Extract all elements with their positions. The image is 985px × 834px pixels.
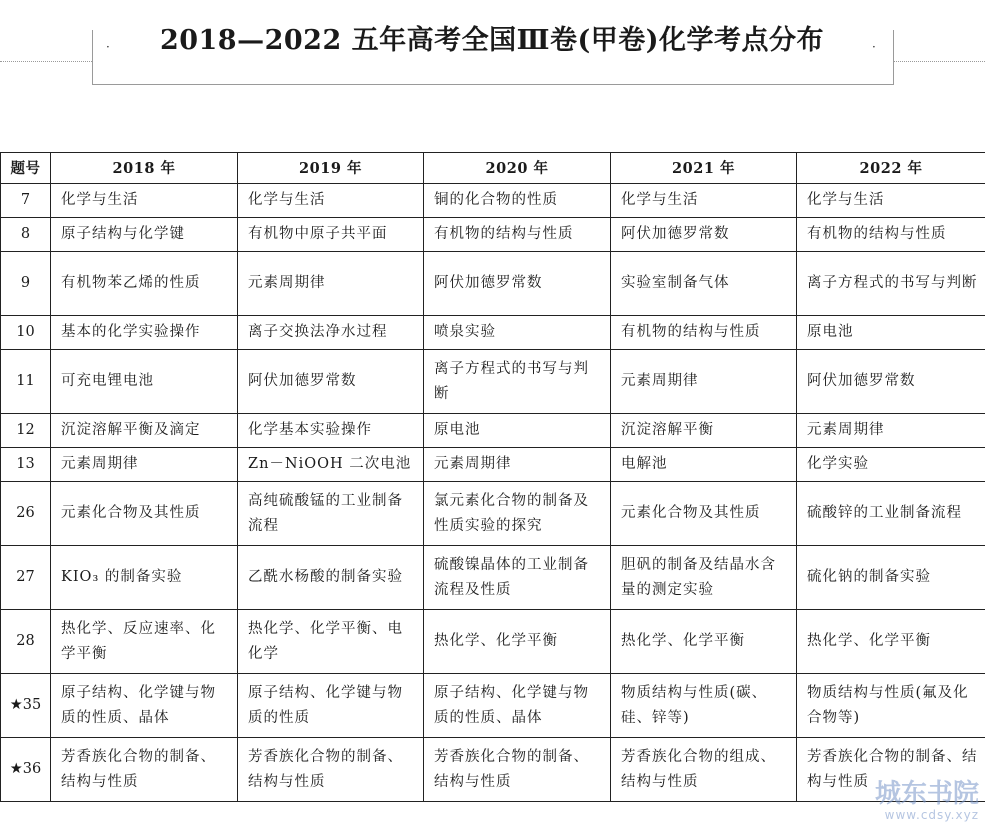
table-cell: 物质结构与性质(碳、硅、锌等) bbox=[611, 674, 797, 738]
table-cell: 化学与生活 bbox=[51, 184, 238, 218]
header-2019: 2019 年 bbox=[238, 153, 424, 184]
table-cell: 阿伏加德罗常数 bbox=[424, 252, 611, 316]
table-cell: 原电池 bbox=[424, 414, 611, 448]
question-number: 28 bbox=[1, 610, 51, 674]
table-cell: 热化学、化学平衡 bbox=[797, 610, 985, 674]
exam-topic-table bbox=[0, 152, 985, 802]
table-cell: 基本的化学实验操作 bbox=[51, 316, 238, 350]
table-cell: 乙酰水杨酸的制备实验 bbox=[238, 546, 424, 610]
table-row bbox=[1, 184, 985, 218]
question-number: 26 bbox=[1, 482, 51, 546]
table-cell: 电解池 bbox=[611, 448, 797, 482]
watermark-name: 城东书院 bbox=[874, 779, 979, 809]
table-cell: 化学与生活 bbox=[238, 184, 424, 218]
table-cell: 热化学、化学平衡 bbox=[611, 610, 797, 674]
table-row bbox=[1, 738, 985, 802]
table-cell: 原电池 bbox=[797, 316, 985, 350]
table-cell: 芳香族化合物的制备、结构与性质 bbox=[797, 738, 985, 802]
table-cell: 有机物中原子共平面 bbox=[238, 218, 424, 252]
table-cell: 离子交换法净水过程 bbox=[238, 316, 424, 350]
table-cell: 胆矾的制备及结晶水含量的测定实验 bbox=[611, 546, 797, 610]
table-cell: 高纯硫酸锰的工业制备流程 bbox=[238, 482, 424, 546]
table-cell: 元素周期律 bbox=[238, 252, 424, 316]
title-dotted-rule-left bbox=[0, 61, 92, 62]
table-cell: 可充电锂电池 bbox=[51, 350, 238, 414]
table-cell: 有机物苯乙烯的性质 bbox=[51, 252, 238, 316]
table-cell: 原子结构与化学键 bbox=[51, 218, 238, 252]
table-cell: 阿伏加德罗常数 bbox=[611, 218, 797, 252]
question-number: 11 bbox=[1, 350, 51, 414]
table-cell: 有机物的结构与性质 bbox=[611, 316, 797, 350]
table-cell: 化学与生活 bbox=[611, 184, 797, 218]
header-2018: 2018 年 bbox=[51, 153, 238, 184]
table-cell: 有机物的结构与性质 bbox=[424, 218, 611, 252]
table-cell: 化学实验 bbox=[797, 448, 985, 482]
header-2022: 2022 年 bbox=[797, 153, 985, 184]
table-cell: 阿伏加德罗常数 bbox=[797, 350, 985, 414]
page-title: 2018—2022 五年高考全国Ⅲ卷(甲卷)化学考点分布 bbox=[159, 25, 825, 56]
table-cell: 离子方程式的书写与判断 bbox=[424, 350, 611, 414]
table-row bbox=[1, 674, 985, 738]
question-number: 13 bbox=[1, 448, 51, 482]
table-row bbox=[1, 350, 985, 414]
question-number: 7 bbox=[1, 184, 51, 218]
table-cell: 元素周期律 bbox=[424, 448, 611, 482]
table-row bbox=[1, 252, 985, 316]
table-cell: 沉淀溶解平衡 bbox=[611, 414, 797, 448]
table-header-row bbox=[1, 153, 985, 184]
title-dot-left: · bbox=[106, 40, 110, 54]
table-cell: 芳香族化合物的组成、结构与性质 bbox=[611, 738, 797, 802]
table-cell: 原子结构、化学键与物质的性质、晶体 bbox=[51, 674, 238, 738]
table-cell: 喷泉实验 bbox=[424, 316, 611, 350]
title-area bbox=[0, 0, 985, 150]
table-cell: 实验室制备气体 bbox=[611, 252, 797, 316]
table-cell: 铜的化合物的性质 bbox=[424, 184, 611, 218]
table-cell: 原子结构、化学键与物质的性质 bbox=[238, 674, 424, 738]
header-2021: 2021 年 bbox=[611, 153, 797, 184]
table-cell: 硫酸镍晶体的工业制备流程及性质 bbox=[424, 546, 611, 610]
table-row bbox=[1, 218, 985, 252]
watermark-url: www.cdsy.xyz bbox=[884, 808, 979, 822]
table-cell: 离子方程式的书写与判断 bbox=[797, 252, 985, 316]
header-number: 题号 bbox=[1, 153, 51, 184]
table-cell: 元素周期律 bbox=[51, 448, 238, 482]
question-number: 8 bbox=[1, 218, 51, 252]
table-cell: 芳香族化合物的制备、结构与性质 bbox=[51, 738, 238, 802]
table-row bbox=[1, 414, 985, 448]
table-row bbox=[1, 448, 985, 482]
question-number: 9 bbox=[1, 252, 51, 316]
question-number: 27 bbox=[1, 546, 51, 610]
table-cell: 化学与生活 bbox=[797, 184, 985, 218]
question-number: 12 bbox=[1, 414, 51, 448]
table-cell: KIO₃ 的制备实验 bbox=[51, 546, 238, 610]
table-cell: 氯元素化合物的制备及性质实验的探究 bbox=[424, 482, 611, 546]
question-number: ★36 bbox=[1, 738, 51, 802]
table-cell: 芳香族化合物的制备、结构与性质 bbox=[238, 738, 424, 802]
table-cell: 元素周期律 bbox=[611, 350, 797, 414]
header-2020: 2020 年 bbox=[424, 153, 611, 184]
title-dot-right: · bbox=[872, 40, 876, 54]
title-dotted-rule-right bbox=[893, 61, 985, 62]
watermark bbox=[875, 780, 979, 822]
table-cell: 硫化钠的制备实验 bbox=[797, 546, 985, 610]
table-cell: 物质结构与性质(氟及化合物等) bbox=[797, 674, 985, 738]
table-row bbox=[1, 546, 985, 610]
table-cell: 元素周期律 bbox=[797, 414, 985, 448]
table-cell: Zn－NiOOH 二次电池 bbox=[238, 448, 424, 482]
question-number: ★35 bbox=[1, 674, 51, 738]
table-cell: 热化学、化学平衡、电化学 bbox=[238, 610, 424, 674]
table-cell: 热化学、化学平衡 bbox=[424, 610, 611, 674]
table-row bbox=[1, 610, 985, 674]
table-cell: 化学基本实验操作 bbox=[238, 414, 424, 448]
question-number: 10 bbox=[1, 316, 51, 350]
table-row bbox=[1, 482, 985, 546]
table-cell: 硫酸锌的工业制备流程 bbox=[797, 482, 985, 546]
table-row bbox=[1, 316, 985, 350]
table-cell: 元素化合物及其性质 bbox=[51, 482, 238, 546]
table-cell: 芳香族化合物的制备、结构与性质 bbox=[424, 738, 611, 802]
table-cell: 有机物的结构与性质 bbox=[797, 218, 985, 252]
table-cell: 热化学、反应速率、化学平衡 bbox=[51, 610, 238, 674]
table-cell: 沉淀溶解平衡及滴定 bbox=[51, 414, 238, 448]
table-cell: 元素化合物及其性质 bbox=[611, 482, 797, 546]
table-cell: 阿伏加德罗常数 bbox=[238, 350, 424, 414]
table-cell: 原子结构、化学键与物质的性质、晶体 bbox=[424, 674, 611, 738]
